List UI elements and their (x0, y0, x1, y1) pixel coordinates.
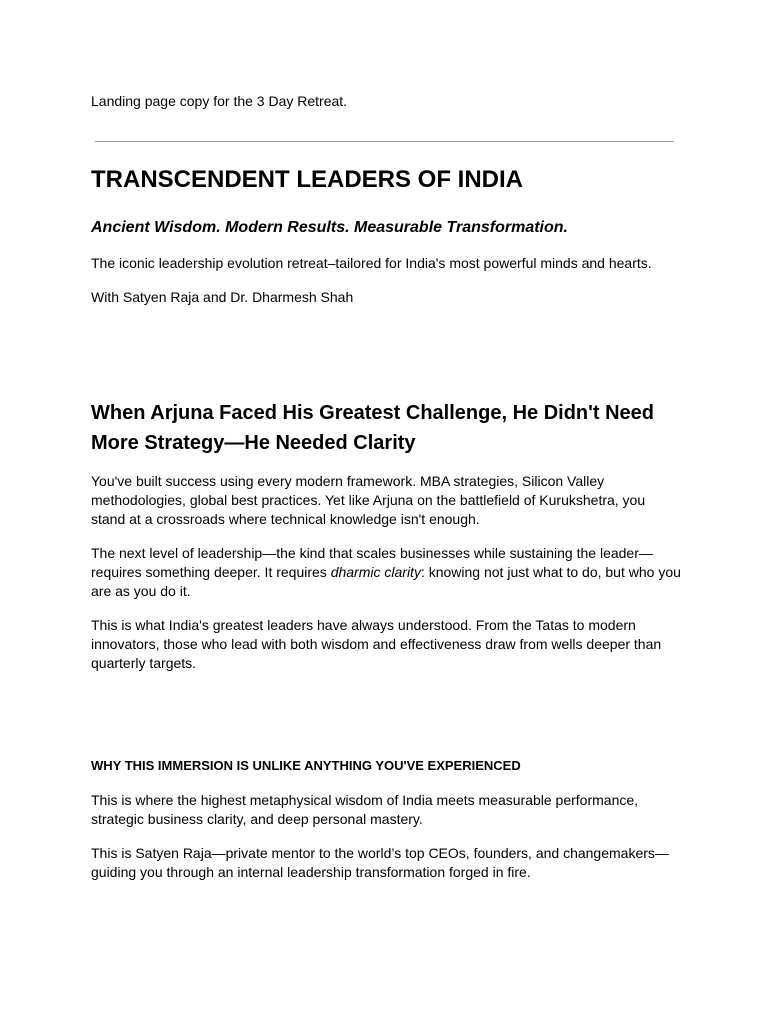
hero-hosts: With Satyen Raja and Dr. Dharmesh Shah (91, 289, 354, 305)
arjuna-paragraph-2-start: The next level of leadership—the kind that scales businesses while sustaining the leader—requires something deeper. It requires (91, 545, 653, 580)
arjuna-paragraph-2 (91, 544, 681, 601)
immersion-paragraph-1: This is where the highest metaphysical wisdom of India meets measurable performance, strategic business clarity, and deep personal mastery. (91, 792, 639, 827)
arjuna-heading: When Arjuna Faced His Greatest Challenge, He Didn't Need More Strategy—He Needed Clarity (91, 402, 655, 454)
hero-description: The iconic leadership evolution retreat–tailored for India's most powerful minds and hearts. (91, 255, 652, 271)
hero-tagline: Ancient Wisdom. Modern Results. Measurable Transformation. (91, 219, 568, 236)
dharmic-clarity-emphasis: dharmic clarity (330, 564, 421, 580)
page-title: TRANSCENDENT LEADERS OF INDIA (91, 166, 524, 193)
horizontal-divider (95, 141, 674, 142)
immersion-paragraph-2: This is Satyen Raja—private mentor to the world’s top CEOs, founders, and changemakers—guiding you through an internal leadership transformation forged in fire. (91, 845, 669, 880)
intro-note: Landing page copy for the 3 Day Retreat. (91, 93, 348, 109)
arjuna-paragraph-1: You've built success using every modern framework. MBA strategies, Silicon Valley methodologies, global best practices. Yet like Arjuna on the battlefield of Kurukshetra, you stand at a crossroads where technical knowledge isn't enough. (91, 473, 646, 527)
arjuna-paragraph-2-end: : knowing not just what to do, but who you are as you do it. (91, 564, 681, 599)
arjuna-paragraph-3: This is what India's greatest leaders have always understood. From the Tatas to modern innovators, those who lead with both wisdom and effectiveness draw from wells deeper than quarterly targets. (91, 617, 662, 671)
immersion-heading: WHY THIS IMMERSION IS UNLIKE ANYTHING YOU'VE EXPERIENCED (91, 758, 521, 773)
